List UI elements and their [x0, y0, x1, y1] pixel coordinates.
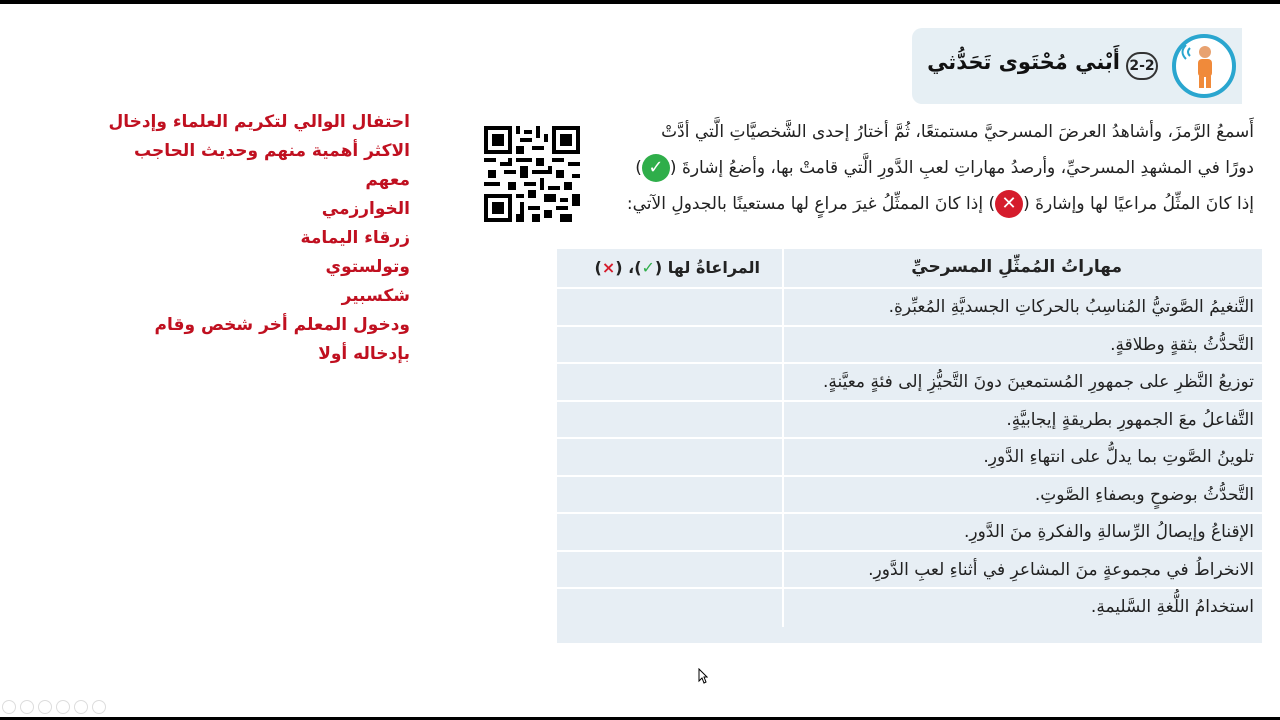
skill-cell: توزيعُ النَّظرِ على جمهورِ المُستمعينَ دونَ التَّحيُّزِ إلى فئةٍ معيَّنةٍ.	[782, 364, 1262, 400]
instructions-line-2-end: )	[635, 158, 642, 178]
note-line: معهم	[365, 170, 410, 190]
skill-cell: الإقناعُ وإيصالُ الرِّسالةِ والفكرةِ منَ الدَّورِ.	[782, 514, 1262, 550]
note-line: وتولستوي	[325, 257, 410, 277]
note-line: بإدخاله أولا	[318, 344, 410, 364]
observation-cell[interactable]	[557, 552, 782, 588]
instructions-line-2-text: دورًا في المشهدِ المسرحيِّ، وأرصدُ مهاراتِ لعبِ الدَّورِ الَّتي قامتْ بها، وأضعُ إشارةَ (	[669, 158, 1254, 178]
annotation-notes	[110, 108, 410, 369]
slides-icon[interactable]	[56, 700, 70, 714]
presentation-toolbar	[0, 700, 106, 716]
skill-cell: التَّحدُّثُ بثقةٍ وطلاقةٍ.	[782, 327, 1262, 363]
instructions-line-2	[594, 150, 1254, 186]
header-observation	[557, 249, 782, 287]
table-header-row	[557, 249, 1262, 289]
skill-cell: التَّفاعلُ معَ الجمهورِ بطريقةٍ إيجابيَّةٍ.	[782, 402, 1262, 438]
options-icon[interactable]	[92, 700, 106, 714]
skill-cell: التَّنغيمُ الصَّوتيُّ المُناسِبُ بالحركاتِ الجسديَّةِ المُعبِّرةِ.	[782, 289, 1262, 325]
skill-cell: تلوينُ الصَّوتِ بما يدلُّ على انتهاءِ الدَّورِ.	[782, 439, 1262, 475]
qr-code-icon[interactable]	[484, 126, 580, 222]
note-line: احتفال الوالي لتكريم العلماء وإدخال	[108, 112, 410, 132]
lesson-title: أَبْني مُحْتَوى تَحَدُّثي	[927, 50, 1120, 74]
zoom-icon[interactable]	[74, 700, 88, 714]
instructions-line-1: أَسمعُ الرَّمزَ، وأشاهدُ العرضَ المسرحيَّ مستمتعًا، ثُمَّ أختارُ إحدى الشَّخصيَّاتِ الَّتي أدَّتْ	[661, 122, 1254, 142]
lesson-number: 2-2	[1126, 52, 1158, 80]
next-icon[interactable]	[20, 700, 34, 714]
observation-cell[interactable]	[557, 364, 782, 400]
table-row	[557, 289, 1262, 327]
instructions-line-3-end: ) إذا كانَ الممثِّلُ غيرَ مراعٍ لها مستعينًا بالجدولِ الآتي:	[626, 194, 996, 214]
speaking-person-icon	[1172, 34, 1236, 98]
header-x-icon: ×	[601, 258, 616, 277]
table-row	[557, 364, 1262, 402]
header-skill: مهاراتُ المُمثِّلِ المسرحيِّ	[782, 249, 1262, 287]
note-line: الاكثر أهمية منهم وحديث الحاجب	[134, 141, 410, 161]
header-obs-suffix: )	[594, 258, 602, 277]
table-row	[557, 439, 1262, 477]
table-row	[557, 589, 1262, 627]
header-obs-mid: )، (	[615, 258, 642, 277]
table-row	[557, 327, 1262, 365]
instructions-line-3-text: إذا كانَ المثِّلُ مراعيًا لها وإشارةَ (	[1023, 194, 1254, 214]
observation-cell[interactable]	[557, 589, 782, 627]
table-row	[557, 402, 1262, 440]
instructions-line-3	[594, 186, 1254, 222]
observation-cell[interactable]	[557, 402, 782, 438]
observation-cell[interactable]	[557, 289, 782, 325]
skill-cell: التَّحدُّثُ بوضوحٍ وبصفاءِ الصَّوتِ.	[782, 477, 1262, 513]
table-row	[557, 552, 1262, 590]
observation-cell[interactable]	[557, 514, 782, 550]
top-edge	[0, 0, 1280, 4]
observation-cell[interactable]	[557, 439, 782, 475]
note-line: زرقاء اليمامة	[300, 228, 410, 248]
note-line: ودخول المعلم أخر شخص وقام	[154, 315, 410, 335]
skill-cell: استخدامُ اللُّغةِ السَّليمةِ.	[782, 589, 1262, 627]
header-obs-prefix: المراعاةُ لها (	[654, 258, 760, 277]
table-row	[557, 477, 1262, 515]
x-mark-icon: ✕	[995, 190, 1023, 218]
skill-cell: الانخراطُ في مجموعةٍ منَ المشاعرِ في أثناءِ لعبِ الدَّورِ.	[782, 552, 1262, 588]
note-line: شكسبير	[341, 286, 410, 306]
prev-icon[interactable]	[2, 700, 16, 714]
check-mark-icon: ✓	[642, 154, 670, 182]
mouse-cursor-icon	[698, 668, 708, 684]
instructions-paragraph	[594, 114, 1254, 222]
table-row	[557, 514, 1262, 552]
observation-cell[interactable]	[557, 327, 782, 363]
header-check-icon: ✓	[641, 258, 655, 277]
note-line: الخوارزمي	[321, 199, 410, 219]
skills-table	[557, 249, 1262, 643]
observation-cell[interactable]	[557, 477, 782, 513]
pen-icon[interactable]	[38, 700, 52, 714]
